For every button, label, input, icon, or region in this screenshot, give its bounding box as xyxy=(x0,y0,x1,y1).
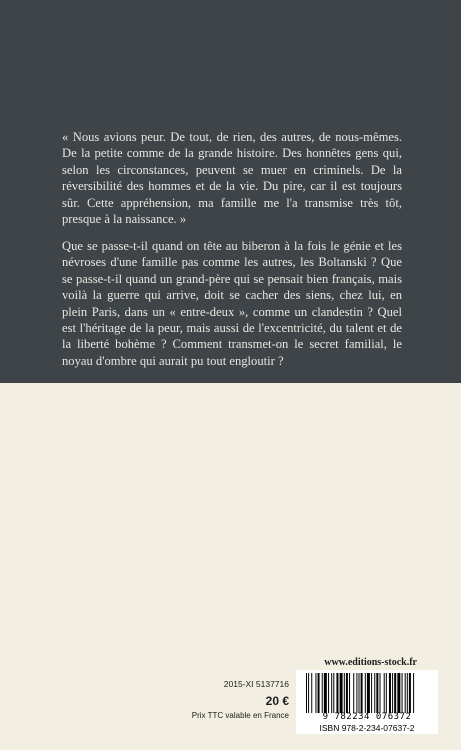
isbn: ISBN 978-2-234-07637-2 xyxy=(319,723,415,733)
summary-paragraph: Que se passe-t-il quand on tête au biberon à la fois le génie et les névroses d'une famille pas comme les autres, les Boltanski ? Que se passe-t-il quand un grand-père qui se pensait bien français, mais voilà la guerre qui arrive, doit se cacher des siens, chez lui, en plein Paris, dans un « entre-deux », comme un clandestin ? Quel est l'héritage de la peur, mais aussi de l'excentricité, du talent et de la liberté bohème ? Comment transmet-on le secret familial, le noyau d'ombre qui aurait pu tout engloutir ? xyxy=(62,239,402,368)
barcode-panel xyxy=(296,670,438,734)
publisher-website[interactable]: www.editions-stock.fr xyxy=(324,657,417,668)
barcode-digits: 9 782234 076372 xyxy=(322,712,412,722)
epigraph-quote: « Nous avions peur. De tout, de rien, des autres, de nous-mêmes. De la petite comme de la grande histoire. Des honnêtes gens qui, selon les circonstances, peuvent se muer en criminels. De la réversibilité des hommes et de la vie. Du pire, car il est toujours sûr. Cette appréhension, ma famille me l'a transmise très tôt, presque à la naissance. » xyxy=(62,130,402,227)
barcode-icon xyxy=(306,673,428,713)
price: 20 € xyxy=(265,694,289,708)
reference-number: 2015-XI 5137716 xyxy=(223,679,289,689)
price-note: Prix TTC valable en France xyxy=(191,711,289,720)
